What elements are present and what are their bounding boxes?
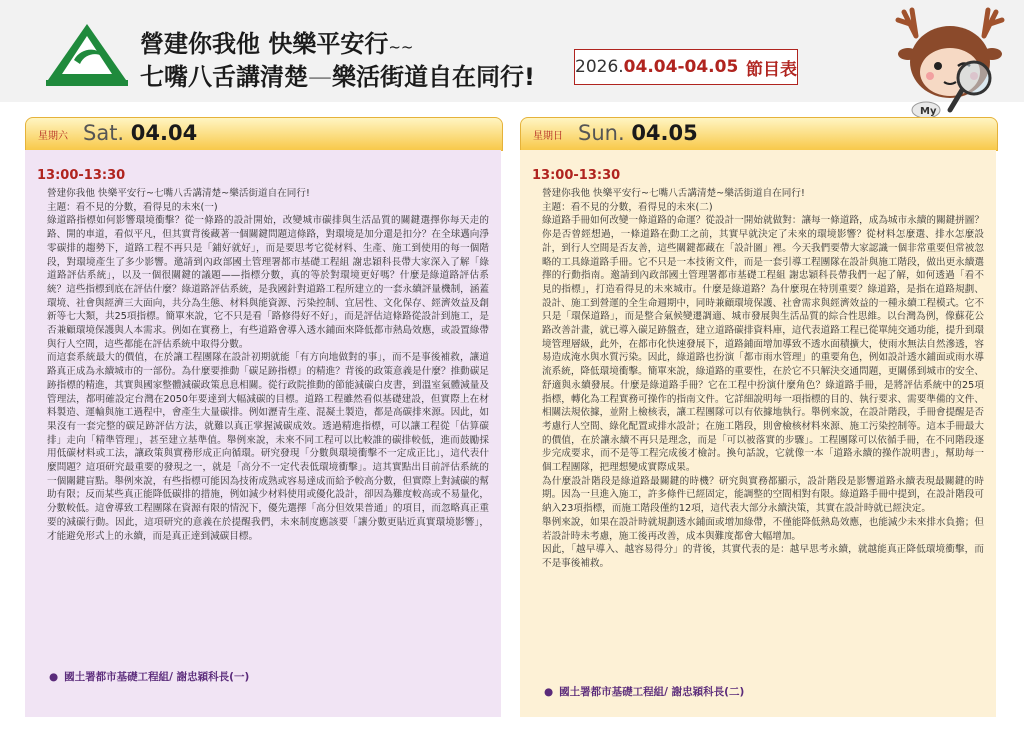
deer-mascot-icon bbox=[886, 6, 1014, 118]
session-description bbox=[542, 187, 984, 571]
day-date-label: Sun. 04.05 bbox=[578, 121, 698, 145]
sunday-program-body bbox=[520, 150, 996, 717]
paragraph: 主題：看不見的分數，看得見的未來(一) bbox=[47, 201, 218, 213]
saturday-program-body bbox=[25, 150, 501, 717]
sunday-panel bbox=[520, 117, 1000, 717]
session-time: 13:00-13:30 bbox=[532, 168, 621, 183]
day-cn-label: 星期六 bbox=[38, 131, 68, 142]
paragraph: 營建你我他 快樂平安行~七嘴八舌講清楚~樂活街道自在同行! bbox=[542, 188, 805, 199]
day-cn-label: 星期日 bbox=[533, 131, 563, 142]
title-line-2: 七嘴八舌講清楚—樂活街道自在同行! bbox=[140, 63, 535, 91]
paragraph: 主題：看不見的分數，看得見的未來(二) bbox=[542, 201, 713, 213]
paragraph: 為什麼設計階段是綠道路最關鍵的時機？研究與實務都顯示，設計階段是影響道路永續表現最關鍵的時期。因為一旦進入施工，許多條件已經固定，能調整的空間相對有限。綠道路手冊中提到，在設計階段可納入23項指標，而施工階段僅約12項，這代表大部分永續決策，其實在設計時就已經決定。 bbox=[542, 475, 984, 515]
cpami-logo-icon bbox=[46, 22, 128, 86]
speaker-credit: ● 國土署都市基礎工程組/ 謝忠穎科長(二) bbox=[544, 686, 745, 698]
bullet-icon: ● bbox=[544, 686, 554, 698]
program-date-box: 2026. 04.04-04.05 節目表 bbox=[574, 49, 798, 85]
title-line-1: 營建你我他 快樂平安行~~ bbox=[140, 30, 414, 58]
paragraph: 舉例來說，如果在設計時就規劃透水鋪面或增加綠帶，不僅能降低熱島效應，也能減少未來排水負擔；但若設計時未考慮，施工後再改善，成本與難度都會大幅增加。 bbox=[542, 516, 984, 542]
saturday-tab bbox=[25, 117, 503, 151]
speaker-credit: ● 國土署都市基礎工程組/ 謝忠穎科長(一) bbox=[49, 671, 250, 683]
paragraph: 因此，「越早導入、越容易得分」的背後，其實代表的是：越早思考永續，就越能真正降低環境衝擊，而不是事後補救。 bbox=[542, 544, 984, 569]
bullet-icon: ● bbox=[49, 671, 59, 683]
saturday-panel bbox=[25, 117, 505, 717]
paragraph: 營建你我他 快樂平安行~七嘴八舌講清楚~樂活街道自在同行! bbox=[47, 188, 310, 199]
paragraph: 綠道路手冊如何改變一條道路的命運？從設計一開始就做對：讓每一條道路，成為城市永續的關鍵拼圖？你是否曾經想過，一條道路在動工之前，其實早就決定了未來的環境影響？從材料怎麼選、排水怎麼設計，到行人空間是否友善，這些關鍵都藏在「設計圖」裡。今天我們要帶大家認識一個非常重要但常被忽略的工具綠道路手冊。它不只是一本技術文件，而是一套引導工程團隊在設計與施工階段，做出更永續選擇的行動指南。邀請到內政部國土管理署都市基礎工程組 謝忠穎科長帶我們一起了解，如何透過「看不見的指標」，打造看得見的未來城市。什麼是綠道路？為什麼現在特別重要？綠道路，是指在道路規劃、設計、施工到營運的全生命週期中，同時兼顧環境保護、社會需求與經濟效益的一種永續工程模式。它不只是「環保道路」，而是整合氣候變遷調適、城市發展與生活品質的綜合性思維。以台灣為例，像蘇花公路改善計畫，就已導入碳足跡盤查，建立道路碳排資料庫，這代表道路工程已從單純交通功能，提升到環境管理層級，此外，在都市化快速發展下，道路鋪面增加導致不透水面積擴大，使雨水無法自然滲透，容易造成淹水與水質污染。因此，綠道路也扮演「都市雨水管理」的重要角色，例如設計透水鋪面或雨水導流系統，降低環境衝擊。簡單來說，綠道路的重要性，在於它不只解決交通問題，更關係到城市的安全、舒適與永續發展。什麼是綠道路手冊？它在工程中扮演什麼角色？綠道路手冊，是將評估系統中的25項指標，轉化為工程實務可操作的指南文件。它詳細說明每一項指標的目的、執行要求、需要準備的文件、相關法規依據，並附上檢核表，讓工程團隊可以有依據地執行。舉例來說，在設計階段，手冊會提醒是否考慮行人空間、綠化配置或排水設計；在施工階段，則會檢核材料來源、施工污染控制等。這本手冊最大的價值，在於讓永續不再只是理念，而是「可以被落實的步驟」。工程團隊可以依循手冊，在不同階段逐步完成要求，而不是等工程完成後才檢討。換句話說，它就像一本「道路永續的操作說明書」，幫助每一個工程團隊，把理想變成實際成果。 bbox=[542, 215, 984, 474]
session-description bbox=[47, 187, 489, 543]
page-header bbox=[0, 0, 1024, 117]
paragraph: 綠道路指標如何影響環境衝擊？從一條路的設計開始，改變城市碳排與生活品質的關鍵選擇你每天走的路、開的車道，看似平凡，但其實背後藏著一個關鍵問題這條路，對環境是加分還是扣分？在全球邁向淨零碳排的趨勢下，道路工程不再只是「鋪好就好」，而是要思考它從材料、生產、施工到使用的每一個階段，對環境產生了多少影響。邀請到內政部國土管理署都市基礎工程組 謝忠穎科長帶大家深入了解「綠道路評估系統」，以及一個很關鍵的議題——指標分數，真的等於對環境更好嗎？什麼是綠道路評估系統？這些指標到底在評估什麼？綠道路評估系統，是我國針對道路工程所建立的一套永續評量機制，涵蓋環境、社會與經濟三大面向，共分為生態、材料與能資源、污染控制、宜居性、文化保存、經濟效益及創新等七大類，共25項指標。簡單來說，它不只是看「路修得好不好」，而是評估這條路從設計到施工，是否兼顧環境保護與人本需求。例如在實務上，有些道路會導入透水鋪面來降低都市熱島效應，或設置綠帶與行人空間，這些都能在評估系統中取得分數。 bbox=[47, 215, 489, 350]
day-date-label: Sat. 04.04 bbox=[83, 121, 198, 145]
paragraph: 而這套系統最大的價值，在於讓工程團隊在設計初期就能「有方向地做對的事」，而不是事後補救，讓道路真正成為永續城市的一部份。為什麼要推動「碳足跡指標」的精進？背後的政策意義是什麼？推動碳足跡指標的精進，其實與國家整體減碳政策息息相關。從行政院推動的節能減碳白皮書，到溫室氣體減量及管理法，都明確設定台灣在2050年要達到大幅減碳的目標。道路工程雖然看似基礎建設，但實際上在材料製造、運輸與施工過程中，會產生大量碳排。例如瀝青生產、混凝土製造，都是高碳排來源。因此，如果沒有一套完整的碳足跡評估方法，就難以真正掌握減碳成效。透過精進指標，可以讓工程從「估算碳排」走向「精準管理」，甚至建立基準值。舉例來說，未來不同工程可以比較誰的碳排較低，進而鼓勵採用低碳材料或工法，讓政策與實務形成正向循環。研究發現「分數與環境衝擊不一定成正比」，這代表什麼問題？這項研究最重要的發現之一，就是「高分不一定代表低環境衝擊」。這其實點出目前評估系統的一個關鍵盲點。舉例來說，有些指標可能因為技術成熟或容易達成而給予較高分數，但實際上對減碳的幫助有限；反而某些真正能降低碳排的措施，例如減少材料使用或優化設計，卻因為難度較高或不易量化，分數較低。這會導致工程團隊在資源有限的情況下，優先選擇「高分但效果普通」的項目，而忽略真正重要的減碳行動。因此，這項研究的意義在於提醒我們，未來制度應該要「讓分數更貼近真實環境影響」，才能避免形式上的永續，而是真正達到減碳目標。 bbox=[47, 352, 489, 542]
session-time: 13:00-13:30 bbox=[37, 168, 126, 183]
sunday-tab bbox=[520, 117, 998, 151]
mascot-badge-text: My bbox=[920, 106, 937, 117]
